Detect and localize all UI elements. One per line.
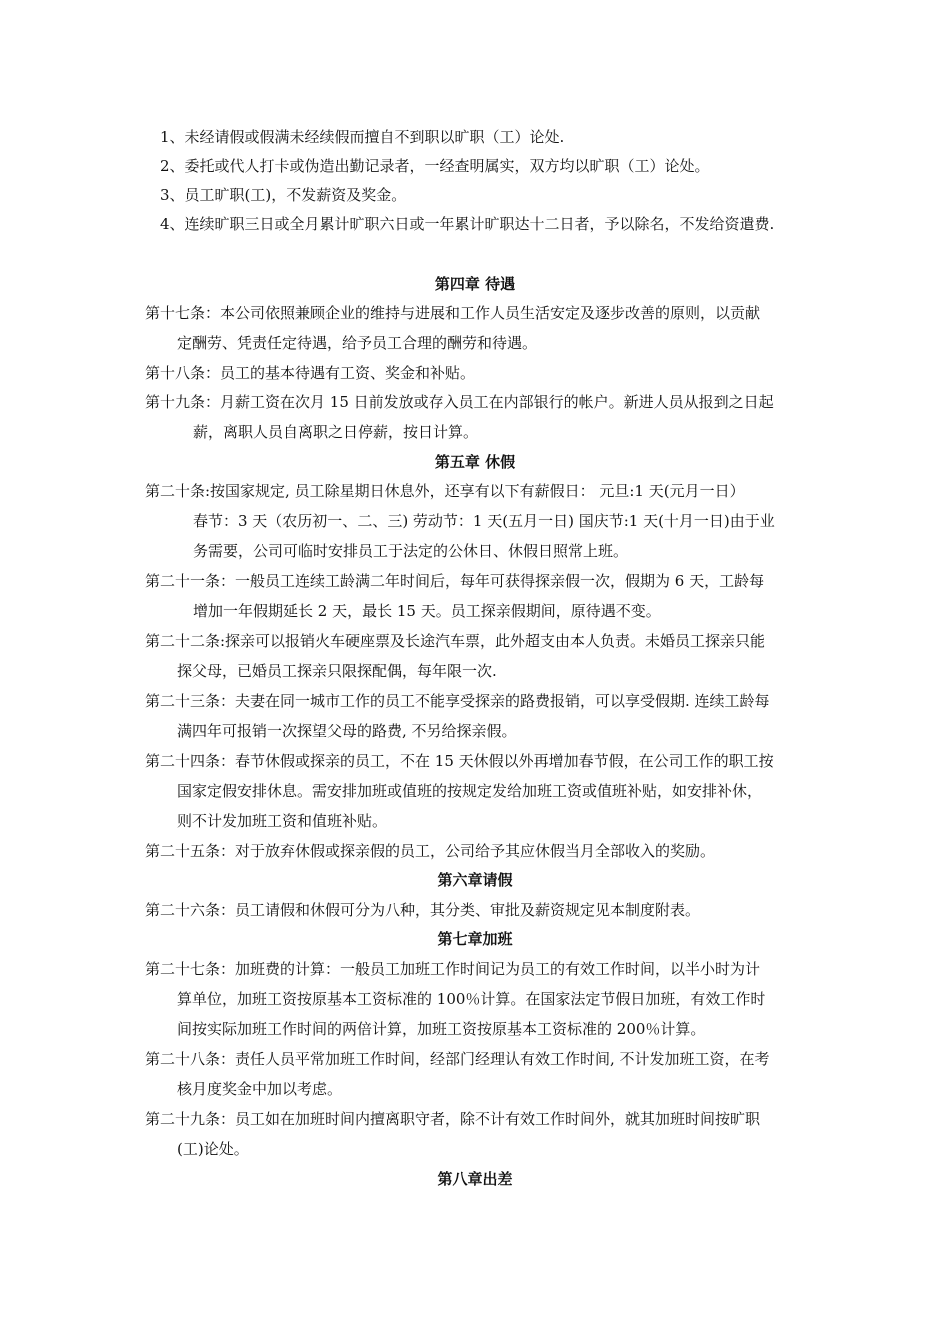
article-text: 第二十三条：夫妻在同一城市工作的员工不能享受探亲的路费报销，可以享受假期. 连续工龄每 xyxy=(145,692,770,710)
article-text: 增加一年假期延长 2 天，最长 15 天。员工探亲假期间，原待遇不变。 xyxy=(193,602,661,620)
article-text: 第二十条:按国家规定, 员工除星期日休息外，还享有以下有薪假日： 元旦:1 天(元月一日） xyxy=(145,482,745,500)
article-text: 则不计发加班工资和值班补贴。 xyxy=(177,812,388,830)
list-item: 2、委托或代人打卡或伪造出勤记录者，一经查明属实，双方均以旷职（工）论处。 xyxy=(160,157,710,175)
article-text: 间按实际加班工作时间的两倍计算，加班工资按原基本工资标准的 200％计算。 xyxy=(177,1020,706,1038)
chapter-heading: 第六章请假 xyxy=(437,871,513,889)
article-text: 第二十九条：员工如在加班时间内擅离职守者，除不计有效工作时间外，就其加班时间按旷职 xyxy=(145,1110,761,1128)
article-text: 务需要，公司可临时安排员工于法定的公休日、休假日照常上班。 xyxy=(193,542,629,560)
article-text: 第二十四条：春节休假或探亲的员工，不在 15 天休假以外再增加春节假，在公司工作的职工按 xyxy=(145,752,774,770)
article-text: 薪，离职人员自离职之日停薪，按日计算。 xyxy=(193,423,479,441)
chapter-heading: 第七章加班 xyxy=(437,930,513,948)
chapter-heading: 第五章 休假 xyxy=(434,453,516,471)
article-text: 探父母，已婚员工探亲只限探配偶，每年限一次. xyxy=(177,662,497,680)
list-item: 4、连续旷职三日或全月累计旷职六日或一年累计旷职达十二日者，予以除名，不发给资遣费. xyxy=(160,215,775,233)
article-text: 核月度奖金中加以考虑。 xyxy=(177,1080,343,1098)
article-text: 春节：3 天（农历初一、二、三) 劳动节：1 天(五月一日) 国庆节:1 天(十月一日)由于业 xyxy=(193,512,775,530)
article-text: 第二十八条：责任人员平常加班工作时间，经部门经理认有效工作时间, 不计发加班工资，在考 xyxy=(145,1050,770,1068)
list-item: 3、员工旷职(工)，不发薪资及奖金。 xyxy=(160,186,407,204)
article-text: 第十九条：月薪工资在次月 15 日前发放或存入员工在内部银行的帐户。新进人员从报到之日起 xyxy=(145,393,774,411)
article-text: (工)论处。 xyxy=(177,1140,249,1158)
article-text: 满四年可报销一次探望父母的路费, 不另给探亲假。 xyxy=(177,722,517,740)
chapter-heading: 第八章出差 xyxy=(437,1170,513,1188)
list-item: 1、未经请假或假满未经续假而擅自不到职以旷职（工）论处. xyxy=(160,128,565,146)
chapter-heading: 第四章 待遇 xyxy=(434,275,516,293)
article-text: 第十七条：本公司依照兼顾企业的维持与进展和工作人员生活安定及逐步改善的原则，以贡献 xyxy=(145,304,761,322)
article-text: 第二十五条：对于放弃休假或探亲假的员工，公司给予其应休假当月全部收入的奖励。 xyxy=(145,842,716,860)
article-text: 第二十六条：员工请假和休假可分为八种，其分类、审批及薪资规定见本制度附表。 xyxy=(145,901,701,919)
article-text: 第十八条：员工的基本待遇有工资、奖金和补贴。 xyxy=(145,364,476,382)
article-text: 第二十七条：加班费的计算：一般员工加班工作时间记为员工的有效工作时间，以半小时为计 xyxy=(145,960,761,978)
article-text: 国家定假安排休息。需安排加班或值班的按规定发给加班工资或值班补贴，如安排补休， xyxy=(177,782,763,800)
article-text: 第二十一条：一般员工连续工龄满二年时间后，每年可获得探亲假一次，假期为 6 天，工龄每 xyxy=(145,572,765,590)
article-text: 算单位，加班工资按原基本工资标准的 100％计算。在国家法定节假日加班，有效工作时 xyxy=(177,990,766,1008)
article-text: 第二十二条:探亲可以报销火车硬座票及长途汽车票，此外超支由本人负责。未婚员工探亲只能 xyxy=(145,632,766,650)
article-text: 定酬劳、凭责任定待遇，给予员工合理的酬劳和待遇。 xyxy=(177,334,538,352)
